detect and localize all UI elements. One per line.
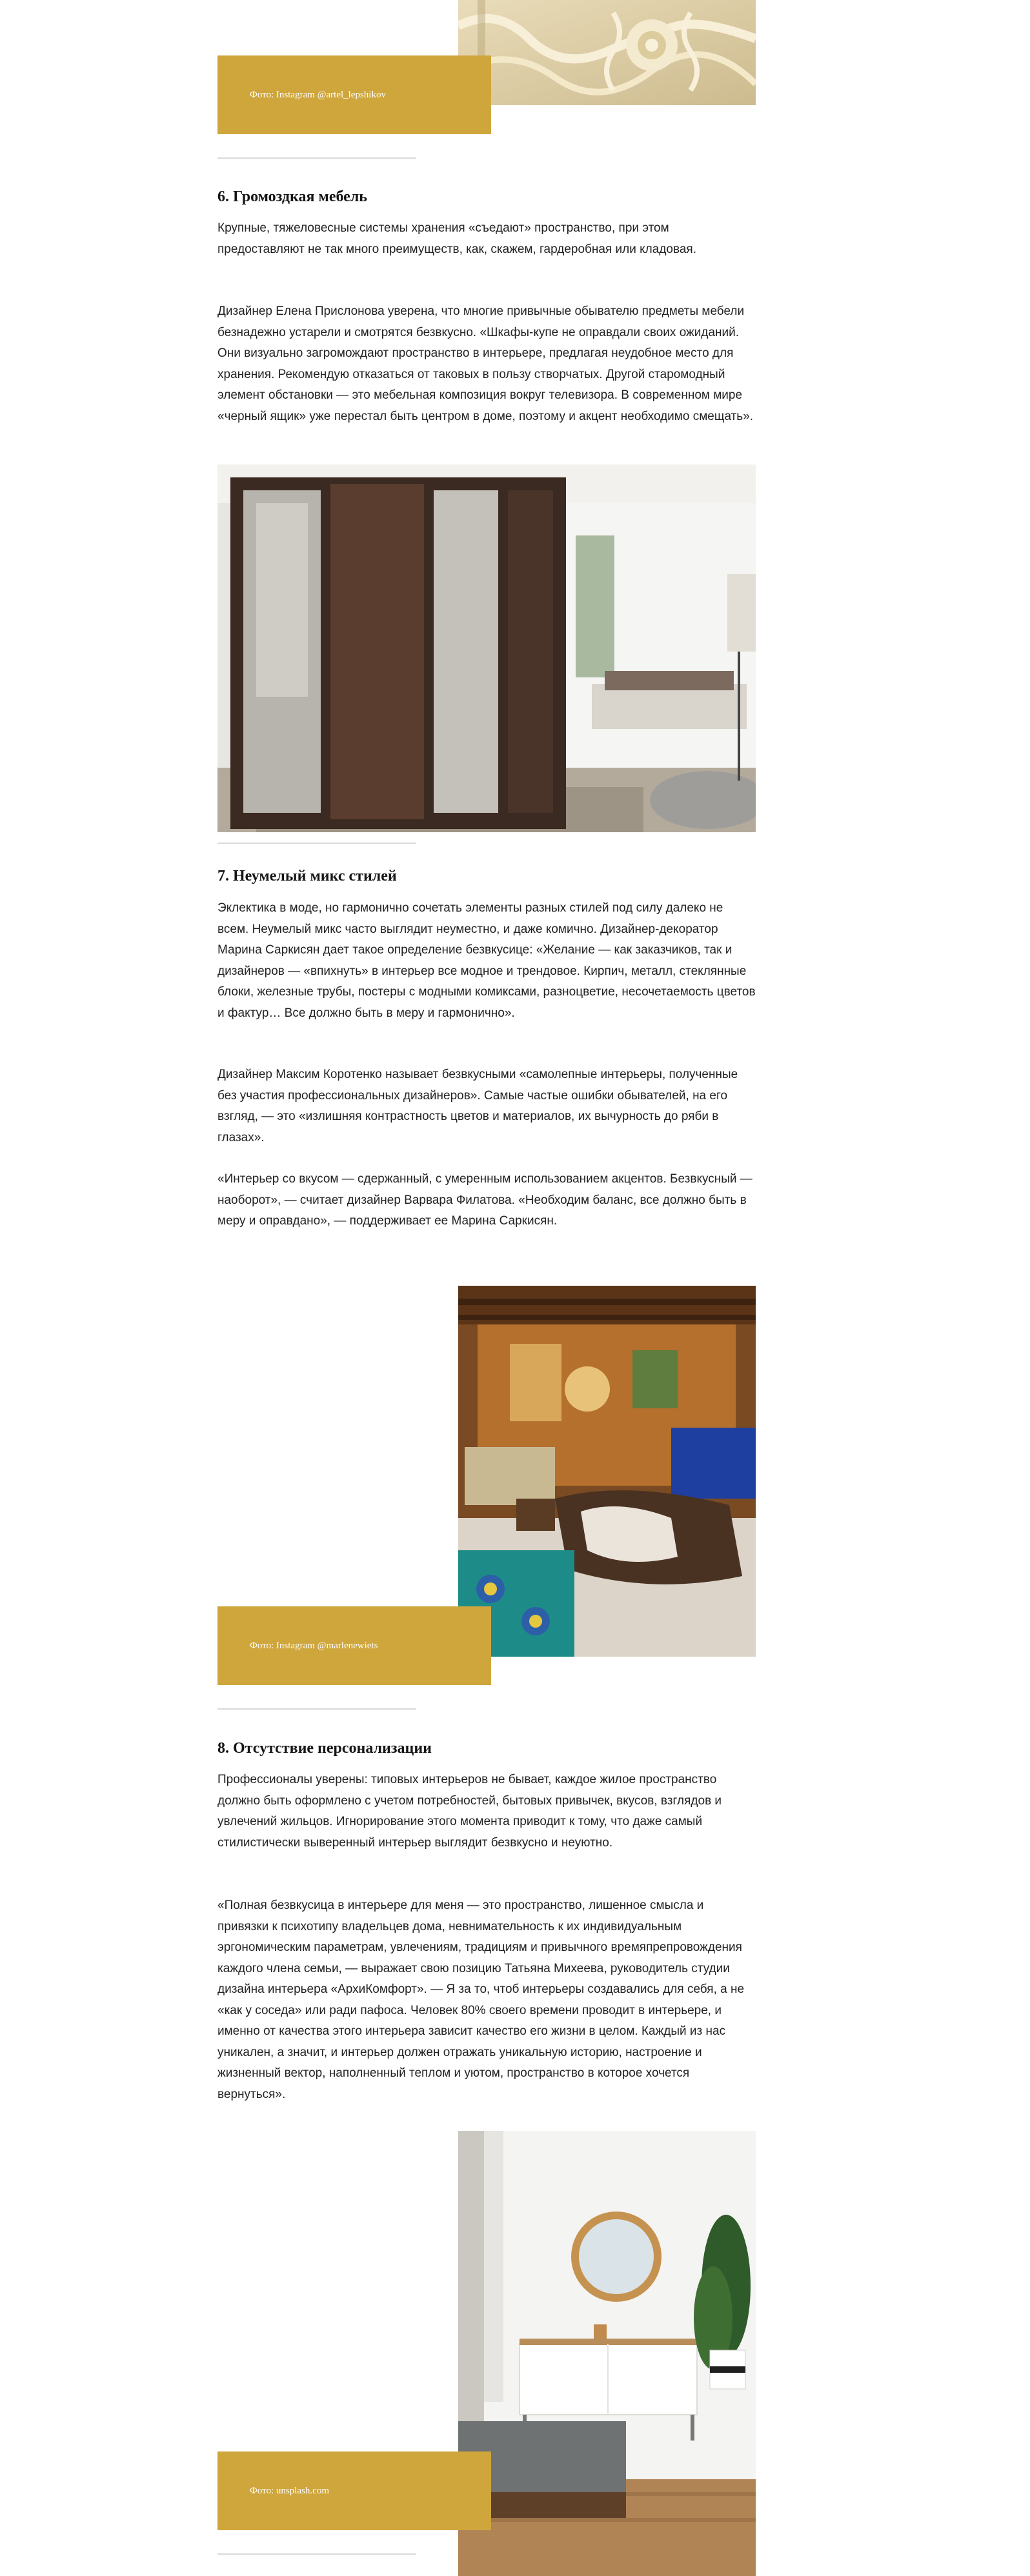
photo-caption: Фото: Instagram @marlenewiets [217,1606,491,1685]
section-divider [217,2553,416,2555]
paragraph: «Полная безвкусица в интерьере для меня — это пространство, лишенное смысла и привязки к психотипу владельцев дома, невнимательность к их индивидуальным эргономическим параметрам, увлечениям, традициям и привычного времяпрепровождения каждого члена семьи, — выражает свою позицию Татьяна Михеева, руководитель студии дизайна интерьера «АрхиКомфорт». — Я за то, чтоб интерьеры создавались для себя, а не «как у соседа» или ради пафоса. Человек 80% своего времени проводит в интерьере, и именно от качества этого интерьера зависит качество его жизни в целом. Каждый из нас уникален, а значит, и интерьер должен отражать уникальную историю, настроение и жизненный вектор, наполненный теплом и уютом, пространство в которое хочется вернуться». [217,1899,745,2101]
paragraph: «Интерьер со вкусом — сдержанный, с умеренным использованием акцентов. Безвкусный — наоборот», — считает дизайнер Варвара Филатова. «Необходим баланс, все должно быть в меру и оправдано», — поддерживает ее Марина Саркисян. [217,1172,752,1228]
section-title: 7. Неумелый микс стилей [217,868,397,884]
section-title: 6. Громоздкая мебель [217,188,367,205]
paragraph: Дизайнер Елена Прислонова уверена, что многие привычные обывателю предметы мебели безнадежно устарели и смотрятся безвкусно. «Шкафы-купе не оправдали своих ожиданий. Они визуально загромождают пространство в интерьере, предлагая неудобное место для хранения. Рекомендую отказаться от таковых в пользу створчатых. Другой старомодный элемент обстановки — это мебельная композиция вокруг телевизора. В современном мире «черный ящик» уже перестал быть центром в доме, поэтому и акцент необходимо смещать». [217,305,754,423]
photo-caption: Фото: Instagram @artel_lepshikov [217,55,491,134]
wardrobe-bedroom-photo [217,464,756,832]
section-divider [217,1708,416,1710]
bedroom-mirror-plant-photo [458,2131,756,2576]
paragraph: Эклектика в моде, но гармонично сочетать элементы разных стилей под силу далеко не всем. Неумелый микс часто выглядит неуместно, и даже комично. Дизайнер-декоратор Марина Саркисян дает такое определение безвкусице: «Желание — как заказчиков, так и дизайнеров — «впихнуть» в интерьер все модное и трендовое. Кирпич, металл, стеклянные блоки, железные трубы, постеры с модными комиксами, разноцветие, несочетаемость цветов и фактур… Все должно быть в меру и гармонично». [217,901,756,1020]
paragraph: Профессионалы уверены: типовых интерьеров не бывает, каждое жилое пространство должно быть оформлено с учетом потребностей, бытовых привычек, вкусов, взглядов и увлечений жильцов. Игнорирование этого момента приводит к тому, что даже самый стилистически выверенный интерьер выглядит безвкусно и неуютно. [217,1773,722,1850]
paragraph: Крупные, тяжеловесные системы хранения «съедают» пространство, при этом предоставляют не так много преимуществ, как, скажем, гардеробная или кладовая. [217,221,696,256]
stucco-ceiling-photo [458,0,756,105]
photo-caption: Фото: unsplash.com [217,2451,491,2530]
paragraph: Дизайнер Максим Коротенко называет безвкусными «самолепные интерьеры, полученные без участия профессиональных дизайнеров». Самые частые ошибки обывателей, на его взгляд, — это «излишняя контрастность цветов и материалов, их вычурность до ряби в глазах». [217,1068,738,1144]
eclectic-wooden-room-photo [458,1286,756,1657]
section-divider [217,843,416,844]
section-title: 8. Отсутствие персонализации [217,1740,432,1757]
section-divider [217,157,416,159]
